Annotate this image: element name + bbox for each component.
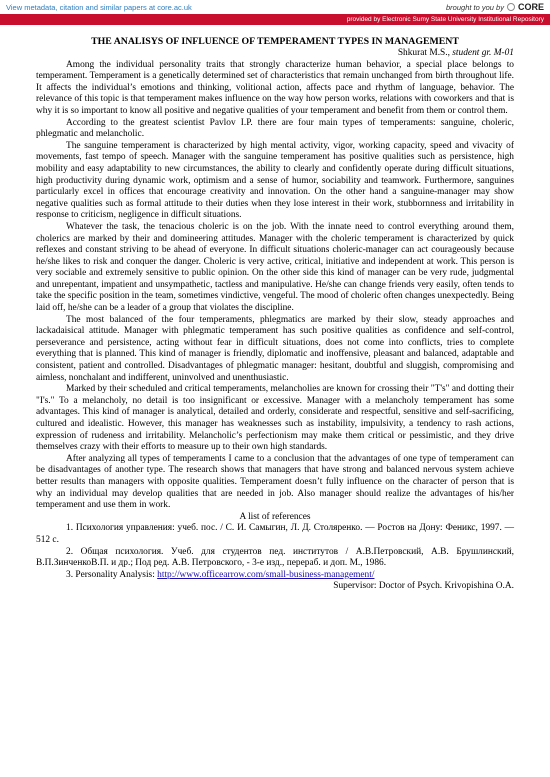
core-brand: CORE <box>517 2 544 12</box>
core-metadata-bar <box>0 0 550 14</box>
reference-2: 2. Общая психология. Учеб. для студентов пед. институтов / А.В.Петровский, А.В. Брушлинский, В.П.ЗинченкоВ.П. и др.; Под ред. А.В. Петровского, - 3-е изд., перераб. и доп. М., 1986. <box>36 546 514 569</box>
article <box>36 36 514 593</box>
paragraph-intro: Among the individual personality traits that strongly characterize human behavior, a special place belongs to temperament. Temperament is a genetically determined set of characteristics that remain unchanged from birth throughout life. It affects the individual’s emotions and thinking, volitional action, affects pace and rhythm of language, behavior. The relevance of this topic is that temperament makes influence on the way how person works, relations with coworkers and that is why it is so important to know all positive and negative qualities of your temperament and benefit from them or control them. <box>36 59 514 116</box>
paragraph-phlegmatic: The most balanced of the four temperaments, phlegmatics are marked by their slow, steady approaches and lackadaisical attitude. Manager with phlegmatic temperament has such positive qualities as confidence and self-control, perseverance and persistence, acting without fear in difficult situations, does not come into conflicts, tries to complete everything that is planned. This kind of manager is friendly, diplomatic and inoffensive, pleasant and balanced, adaptable and consistent, patient and controlled. Disadvantages of phlegmatic manager: hesitant, doubtful and sluggish, compromising and aimless, nonchalant and indifferent, uninvolved and unenthusiastic. <box>36 314 514 383</box>
reference-3-link[interactable]: http://www.officearrow.com/small-business-management/ <box>157 569 375 580</box>
brought-to-you-text: brought to you by <box>446 2 504 12</box>
author-name: Shkurat M.S., <box>397 48 450 58</box>
reference-3-prefix: 3. Personality Analysis: <box>66 569 158 580</box>
references-title: A list of references <box>239 511 311 522</box>
core-branding[interactable] <box>446 2 544 12</box>
core-logo-icon <box>507 3 515 11</box>
article-title: THE ANALISYS OF INFLUENCE OF TEMPERAMENT TYPES IN MANAGEMENT <box>91 36 459 47</box>
author-line <box>36 48 514 60</box>
reference-3 <box>36 570 514 582</box>
paragraph-sanguine: The sanguine temperament is characterized by high mental activity, vigor, working capacity, speed and vivacity of movements, fast tempo of speech. Manager with the sanguine temperament has positive qualities such as persistence, high mobility and easy adaptability to new circumstances, the ability to clearly and confidently operate during difficult situations, high productivity during dynamic work, optimism and a sense of humor, sociability and teamwork. Furthermore, sanguines particularly excel in offices that encourage creativity and innovation. On the other hand a sanguine-manager may show negative qualities such as formal attitude to their duties when they lose interest in their work, stubbornness and irritability in response to criticism, negligence in difficult situations. <box>36 140 514 221</box>
paragraph-conclusion: After analyzing all types of temperaments I came to a conclusion that the advantages of one type of temperament can be disadvantages of another type. The research shows that managers that have strong and balanced nervous system achieve better results than managers with opposite qualities. Temperament doesn’t fully influence on the character of person that is why an individual may develop qualities that are needed in job. Also manager should realize the advantages of his/her temperament and use them in work. <box>36 453 514 511</box>
provided-by-banner[interactable]: provided by Electronic Sumy State University Institutional Repository <box>0 14 550 25</box>
supervisor-line: Supervisor: Doctor of Psych. Krivopishina O.A. <box>333 581 514 592</box>
paragraph-melancholic: Marked by their scheduled and critical temperaments, melancholies are known for crossing their "T's" and dotting their "I's." To a melancholy, no detail is too insignificant or excessive. Manager with a melancholy temperament has some advantages. This kind of manager is analytical, detailed and orderly, considerate and respectful, sensitive and self-sacrificing, cultured and idealistic. However, this manager has weaknesses such as instability, impulsivity, a tendency to rash actions, expression of rudeness and irritability. Melancholic’s perfectionism may make them critical or pessimistic, and they drive themselves crazy with their efforts to measure up to their own high standards. <box>36 384 514 453</box>
reference-1: 1. Психология управления: учеб. пос. / С. И. Самыгин, Л. Д. Столяренко. — Ростов на Дону: Феникс, 1997. — 512 с. <box>36 523 514 545</box>
author-group: student gr. M-01 <box>452 48 514 58</box>
paragraph-choleric: Whatever the task, the tenacious choleric is on the job. With the innate need to control everything around them, cholerics are marked by their and domineering attitudes. Manager with the choleric temperament is characterized by quick reflexes and constant striving to be ahead of everyone. In difficult situations choleric-manager can act courageously because he/she likes to risk and conquer the danger. Choleric is very active, critical, initiative and independent at work. This person is very sociable and extremely sensitive to public opinion. On the other side this kind of manager can be very rude, judgmental and unrepentant, impatient and unsympathetic, tactless and manipulative. He/she can change friends very easily, often tends to take the specific position in the team, sometimes vindictive, vengeful. The mood of choleric often changes unexpectedly. Being laid off, he/she can be a leader of a group that violates the discipline. <box>36 221 514 314</box>
paragraph-types: According to the greatest scientist Pavlov I.P. there are four main types of temperaments: sanguine, choleric, phlegmatic and melancholic. <box>36 117 514 140</box>
core-metadata-link[interactable]: View metadata, citation and similar papers at core.ac.uk <box>6 2 192 12</box>
